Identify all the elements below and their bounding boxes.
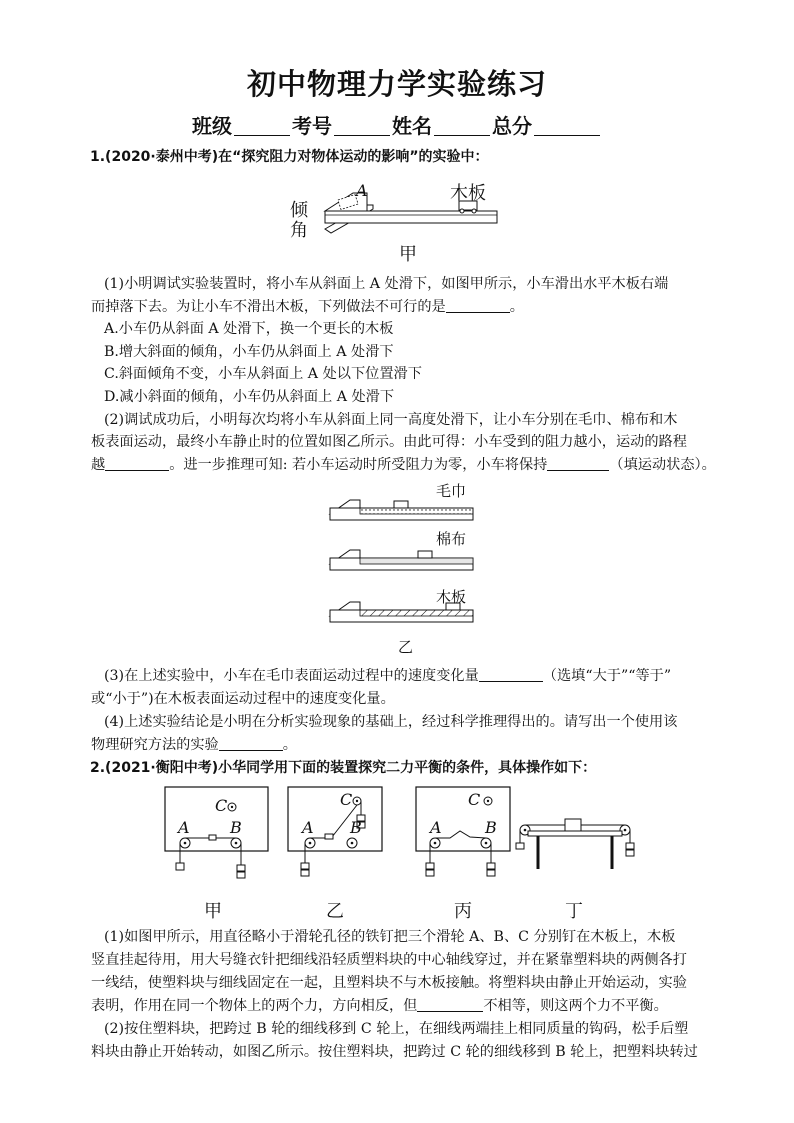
name-blank[interactable] — [434, 117, 490, 136]
q1-option-c: C.斜面倾角不变，小车从斜面上 A 处以下位置滑下 — [104, 366, 422, 382]
fig-q2-yi-label-c: C — [340, 790, 353, 809]
fig-jia-label-angle2: 角 — [290, 220, 308, 241]
student-info-row — [0, 110, 794, 139]
fig-yi-label-towel: 毛巾 — [436, 482, 467, 500]
figure-q2-apparatus — [160, 785, 640, 895]
name-label: 姓名 — [392, 114, 432, 138]
q1-p2-line2: 板表面运动，最终小车静止时的位置如图乙所示。由此可得：小车受到的阻力越小，运动的路程 — [91, 434, 687, 450]
q1-p2-line1: (2)调试成功后，小明每次均将小车从斜面上同一高度处滑下，让小车分别在毛巾、棉布和木 — [104, 412, 678, 428]
fig-q2-jia-label-a: A — [178, 818, 190, 837]
figure-jia — [305, 185, 525, 245]
fig-jia-caption: 甲 — [399, 244, 417, 265]
q2-p2-line2: 料块由静止开始转动，如图乙所示。按住塑料块，把跨过 C 轮的细线移到 B 轮上，把塑料块转过 — [91, 1044, 698, 1060]
q1-stem: 1.(2020·泰州中考)在“探究阻力对物体运动的影响”的实验中： — [90, 149, 489, 165]
fig-q2-caption-bing: 丙 — [454, 901, 472, 922]
fig-q2-yi-label-a: A — [302, 818, 314, 837]
class-blank[interactable] — [234, 117, 290, 136]
fig-q2-bing-label-a: A — [430, 818, 442, 837]
q1-p3-line2: 或“小于”)在木板表面运动过程中的速度变化量。 — [91, 691, 395, 707]
q1-p1-line2: 而掉落下去。为让小车不滑出木板，下列做法不可行的是 。 — [91, 299, 524, 315]
fig-jia-label-angle1: 倾 — [290, 200, 308, 221]
page-title: 初中物理力学实验练习 — [246, 67, 547, 101]
q2-p1-line1: (1)如图甲所示，用直径略小于滑轮孔径的铁钉把三个滑轮 A、B、C 分别钉在木板上，木板 — [104, 929, 676, 945]
fig-q2-caption-yi: 乙 — [326, 901, 344, 922]
fig-yi-label-cotton: 棉布 — [436, 530, 467, 548]
exam-no-label: 考号 — [292, 114, 332, 138]
exam-no-blank[interactable] — [334, 117, 390, 136]
q2-stem: 2.(2021·衡阳中考)小华同学用下面的装置探究二力平衡的条件，具体操作如下： — [90, 760, 597, 776]
fig-q2-caption-jia: 甲 — [204, 901, 222, 922]
fig-yi-caption: 乙 — [398, 638, 414, 656]
score-blank[interactable] — [534, 117, 600, 136]
fig-q2-bing-label-b: B — [485, 818, 497, 837]
q1-p2-blank1[interactable] — [105, 456, 169, 471]
q2-p1-line3: 一线结，使塑料块与细线固定在一起，且塑料块不与木板接触。将塑料块由静止开始运动，实验 — [91, 975, 687, 991]
score-label: 总分 — [492, 114, 532, 138]
q1-option-a: A.小车仍从斜面 A 处滑下，换一个更长的木板 — [104, 321, 394, 337]
q1-p1-blank[interactable] — [446, 298, 510, 313]
q1-p3-line1: (3)在上述实验中，小车在毛巾表面运动过程中的速度变化量 （选填“大于”“等于” — [104, 668, 672, 684]
q1-option-b: B.增大斜面的倾角，小车仍从斜面上 A 处滑下 — [104, 344, 394, 360]
class-label: 班级 — [192, 114, 232, 138]
figure-yi — [328, 488, 478, 628]
fig-q2-bing-label-c: C — [468, 790, 481, 809]
q2-p1-line4: 表明，作用在同一个物体上的两个力，方向相反，但 不相等，则这两个力不平衡。 — [91, 998, 668, 1014]
q2-p2-line1: (2)按住塑料块，把跨过 B 轮的细线移到 C 轮上，在细线两端挂上相同质量的钩码，松手后塑 — [104, 1021, 689, 1037]
fig-jia-label-board: 木板 — [450, 183, 486, 204]
q1-p4-line2: 物理研究方法的实验 。 — [91, 737, 297, 753]
q2-p1-blank[interactable] — [417, 997, 483, 1012]
q1-p2-blank2[interactable] — [547, 456, 609, 471]
q1-p2-line3: 越 。进一步推理可知: 若小车运动时所受阻力为零，小车将保持 （填运动状态）。 — [91, 457, 716, 473]
fig-yi-label-board: 木板 — [436, 588, 467, 606]
q2-p1-line2: 竖直挂起待用，用大号缝衣针把细线沿轻质塑料块的中心轴线穿过，并在紧靠塑料块的两侧各打 — [91, 952, 687, 968]
fig-q2-jia-label-b: B — [230, 818, 242, 837]
fig-q2-caption-ding: 丁 — [565, 901, 583, 922]
fig-q2-jia-label-c: C — [215, 796, 228, 815]
fig-q2-yi-label-b: B — [350, 818, 362, 837]
q1-p1-line1: (1)小明调试实验装置时，将小车从斜面上 A 处滑下，如图甲所示，小车滑出水平木板右端 — [104, 276, 669, 292]
q1-option-d: D.减小斜面的倾角，小车仍从斜面上 A 处滑下 — [104, 389, 395, 405]
q1-p4-blank[interactable] — [219, 736, 283, 751]
fig-jia-label-a: A — [356, 181, 368, 200]
q1-p4-line1: (4)上述实验结论是小明在分析实验现象的基础上，经过科学推理得出的。请写出一个使用该 — [104, 714, 678, 730]
q1-p3-blank[interactable] — [479, 667, 543, 682]
